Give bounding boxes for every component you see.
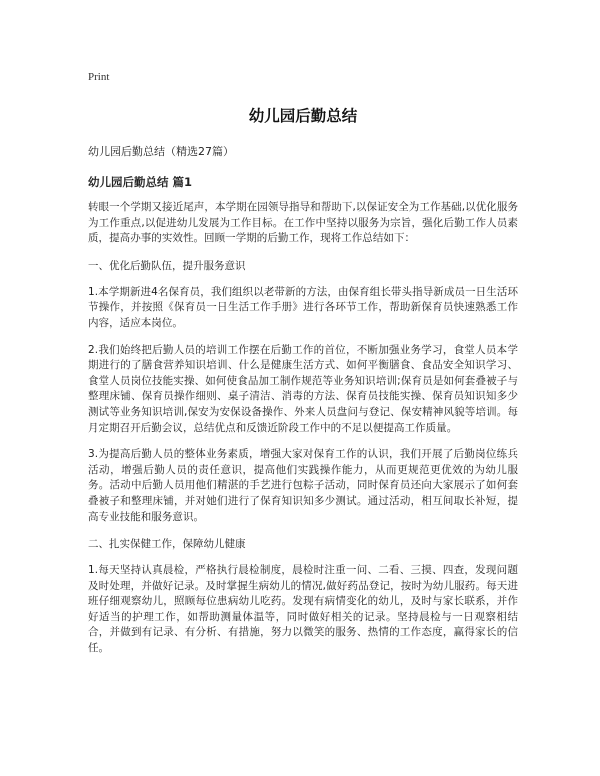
document-page (88, 70, 518, 668)
section-heading: 幼儿园后勤总结 篇1 (88, 175, 193, 189)
part1-paragraph-1: 1.本学期新进4名保育员，我们组织以老带新的方法，由保育组长带头指导新成员一日生活环节操作，并按照《保育员一日生活工作手册》进行各环节工作，帮助新保育员快速熟悉工作内容，适应本岗位。 (88, 285, 518, 329)
part2-heading: 二、扎实保健工作，保障幼儿健康 (88, 538, 246, 551)
document-title: 幼儿园后勤总结 (248, 107, 358, 125)
document-subtitle: 幼儿园后勤总结（精选27篇） (88, 145, 234, 158)
intro-paragraph: 转眼一个学期又接近尾声，本学期在园领导指导和帮助下,以保证安全为工作基础,以优化服务为工作重点,以促进幼儿发展为工作目标。在工作中坚持以服务为宗旨，强化后勤工作人员素质，提高办事的实效性。回顾一学期的后勤工作，现将工作总结如下： (88, 201, 518, 245)
print-label: Print (88, 71, 110, 83)
part1-heading: 一、优化后勤队伍，提升服务意识 (88, 259, 246, 272)
part1-paragraph-2: 2.我们始终把后勤人员的培训工作摆在后勤工作的首位，不断加强业务学习，食堂人员本学期进行的了膳食营养知识培训、什么是健康生活方式、如何平衡膳食、食品安全知识学习、食堂人员岗位技能实操、如何使食品加工制作规范等业务知识培训;保育员是如何套叠被子与整理床铺、保育员操作细则、桌子清洁、消毒的方法、保育员技能实操、保育员知识知多少测试等业务知识培训,保安为安保设备操作、外来人员盘问与登记、保安精神风貌等培训。每月定期召开后勤会议，总结优点和反馈近阶段工作中的不足以便提高工作质量。 (88, 343, 518, 434)
part1-paragraph-3: 3.为提高后勤人员的整体业务素质，增强大家对保育工作的认识，我们开展了后勤岗位练兵活动，增强后勤人员的责任意识，提高他们实践操作能力，从而更规范更优效的为幼儿服务。活动中后勤人员用他们精湛的手艺进行包粽子活动，同时保育员还向大家展示了如何套叠被子和整理床铺，并对她们进行了保育知识知多少测试。通过活动，相互间取长补短，提高专业技能和服务意识。 (88, 448, 518, 523)
part2-paragraph-1: 1.每天坚持认真晨检，严格执行晨检制度，晨检时注重一问、二看、三摸、四查，发现问题及时处理，并做好记录。及时掌握生病幼儿的情况,做好药品登记，按时为幼儿服药。每天进班仔细观察幼儿，照顾每位患病幼儿吃药。发现有病情变化的幼儿，及时与家长联系，并作好适当的护理工作，如帮助测量体温等，同时做好相关的记录。坚持晨检与一日观察相结合，并做到有记录、有分析、有措施，努力以微笑的服务、热情的工作态度，赢得家长的信任。 (88, 564, 518, 655)
